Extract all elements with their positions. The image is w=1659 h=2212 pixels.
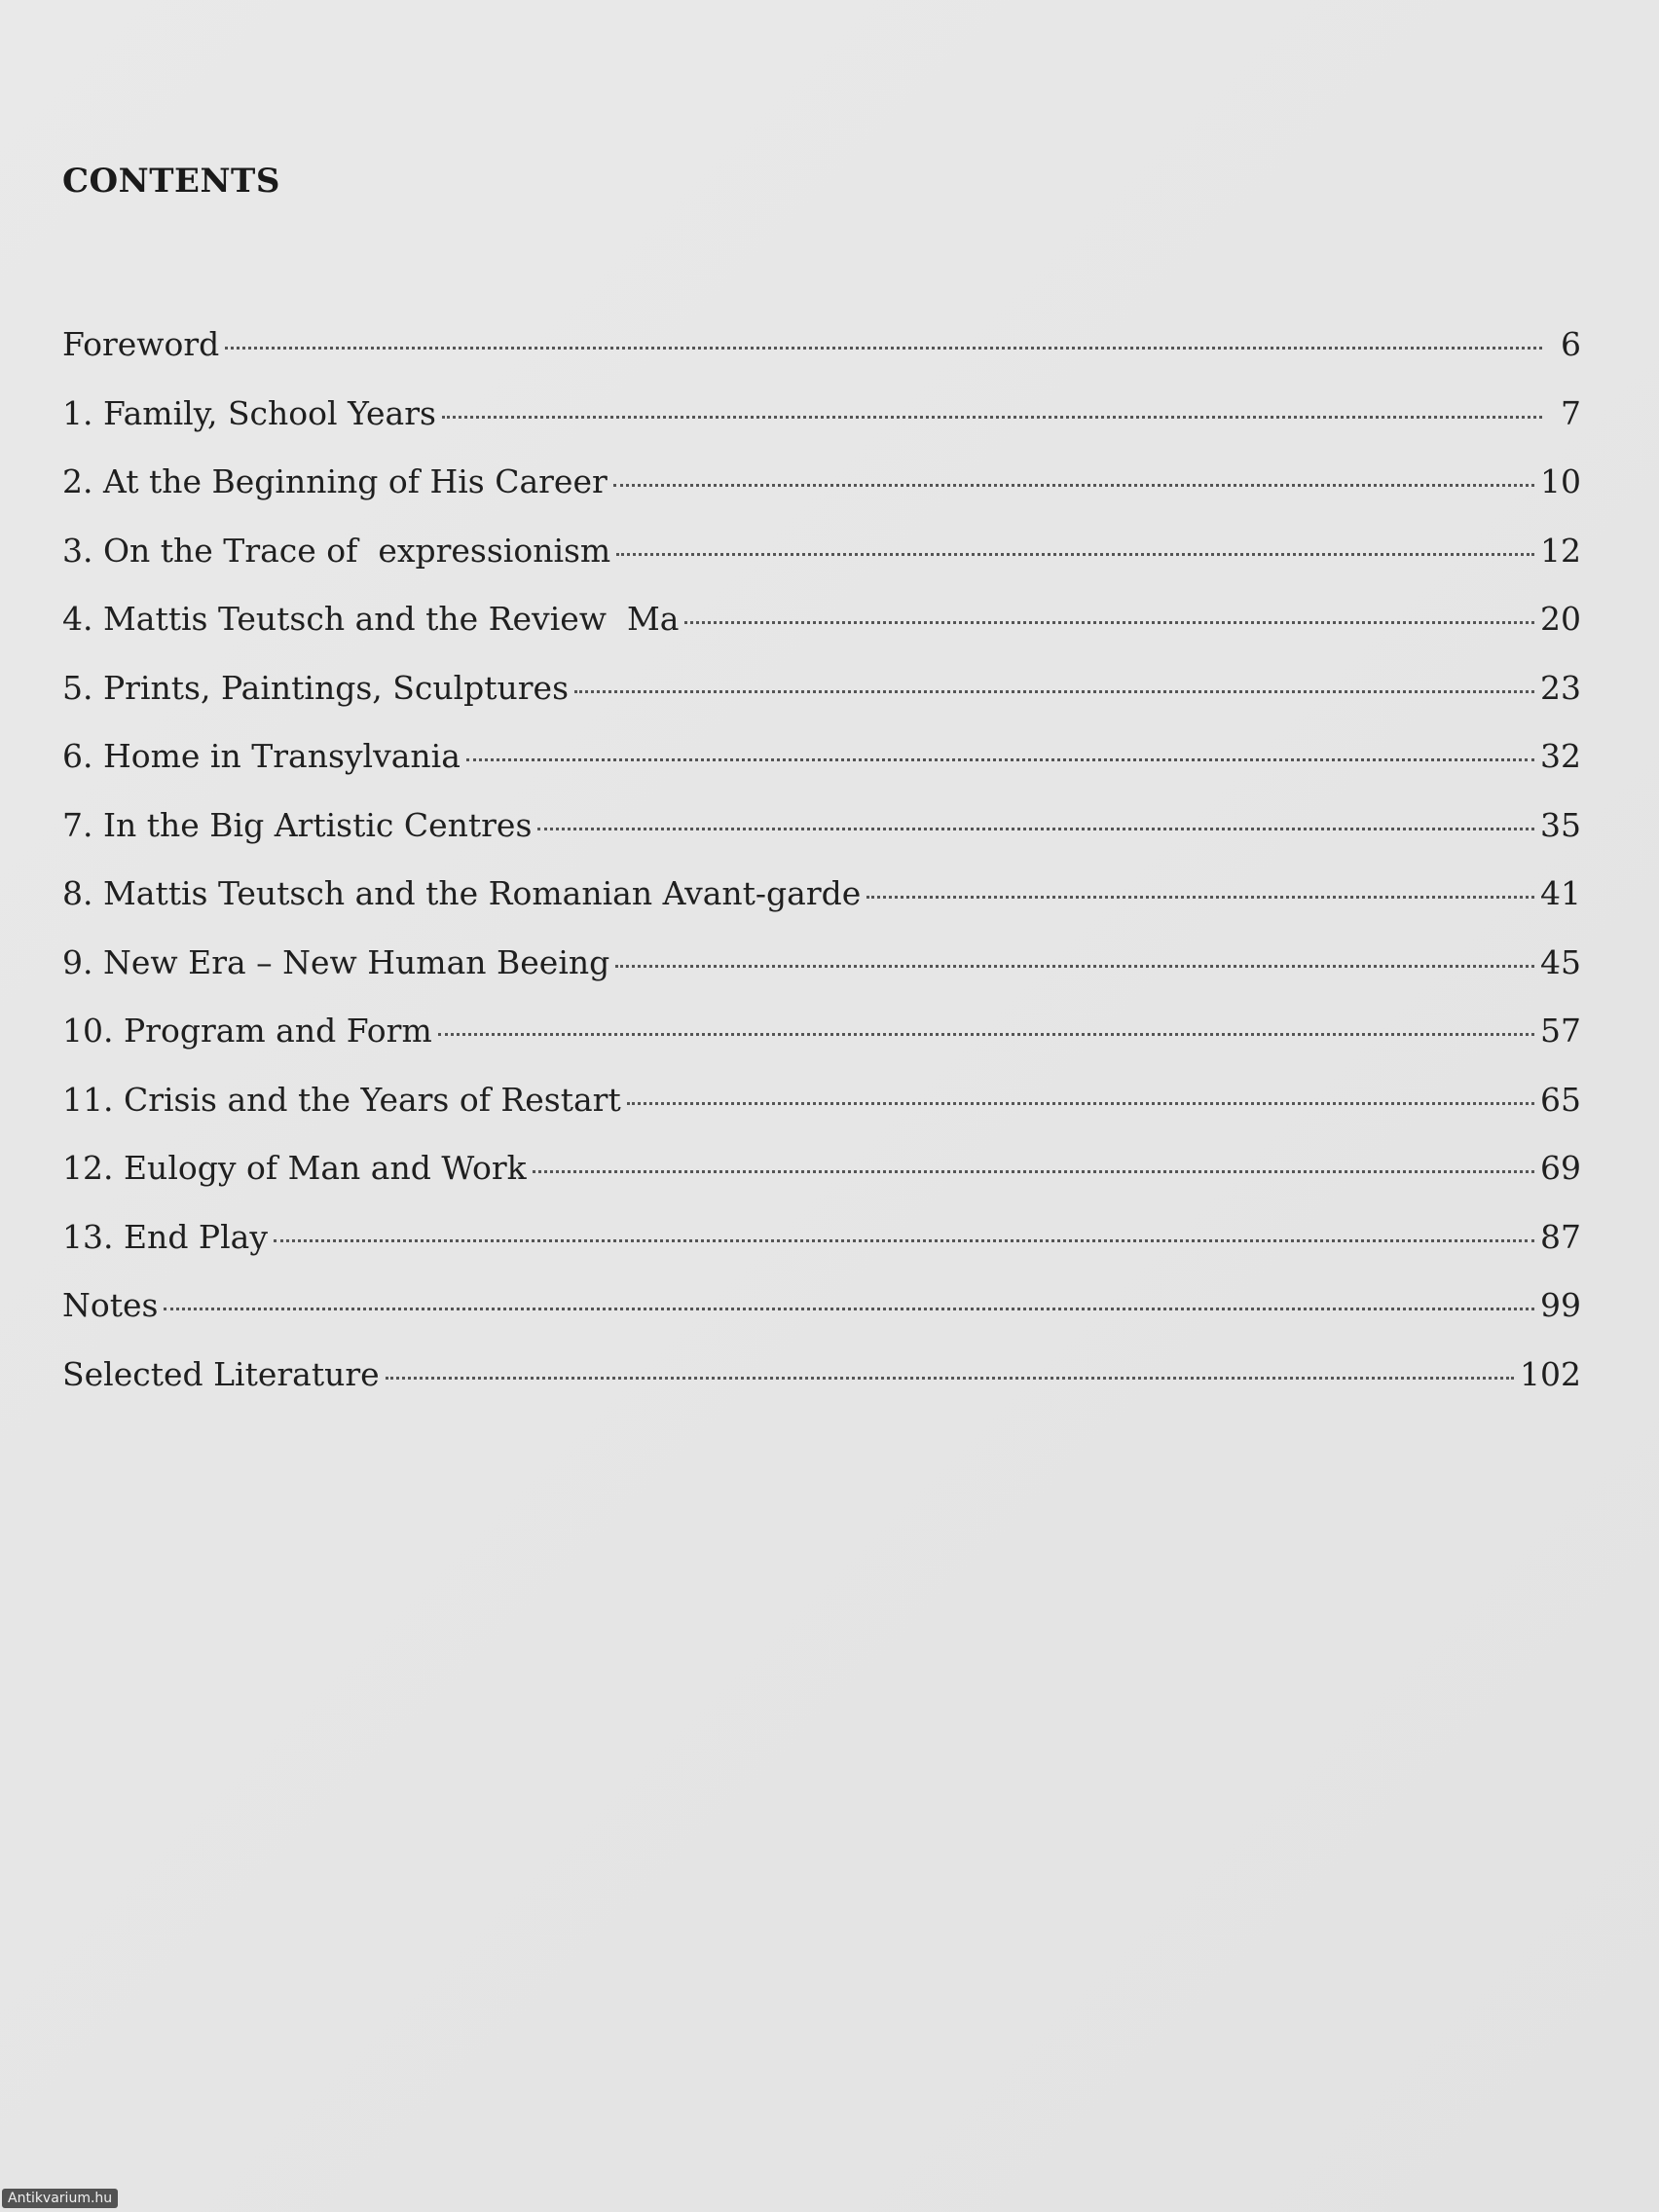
toc-entry-page: 65 — [1540, 1080, 1581, 1119]
toc-entry-title: 6. Home in Transylvania — [62, 737, 461, 775]
toc-entry-selected-literature[interactable] — [62, 1355, 1581, 1424]
dot-leader — [684, 621, 1534, 624]
toc-entry-title: 9. New Era – New Human Beeing — [62, 942, 610, 981]
toc-entry-chapter-11[interactable] — [62, 1081, 1581, 1150]
toc-entry-title: Foreword — [62, 325, 220, 363]
toc-entry-page: 41 — [1540, 874, 1581, 912]
table-of-contents — [62, 325, 1581, 1423]
watermark: Antikvarium.hu — [2, 2189, 118, 2208]
toc-entry-page: 35 — [1540, 805, 1581, 844]
toc-entry-title: Notes — [62, 1286, 159, 1324]
toc-entry-chapter-1[interactable] — [62, 394, 1581, 463]
toc-entry-chapter-12[interactable] — [62, 1149, 1581, 1218]
toc-entry-title: 13. End Play — [62, 1217, 269, 1256]
toc-entry-title: Selected Literature — [62, 1354, 380, 1393]
dot-leader — [616, 553, 1534, 556]
toc-entry-page: 6 — [1561, 325, 1581, 363]
toc-entry-title: 8. Mattis Teutsch and the Romanian Avant-garde — [62, 874, 862, 912]
toc-entry-title: 2. At the Beginning of His Career — [62, 462, 608, 500]
toc-entry-foreword[interactable] — [62, 325, 1581, 394]
toc-entry-title: 7. In the Big Artistic Centres — [62, 805, 533, 844]
toc-entry-chapter-7[interactable] — [62, 806, 1581, 875]
dot-leader — [442, 416, 1542, 419]
toc-entry-chapter-6[interactable] — [62, 737, 1581, 806]
dot-leader — [466, 758, 1534, 761]
toc-entry-page: 32 — [1540, 737, 1581, 775]
toc-entry-page: 10 — [1540, 462, 1581, 500]
toc-entry-chapter-9[interactable] — [62, 943, 1581, 1013]
toc-entry-title: 12. Eulogy of Man and Work — [62, 1149, 527, 1187]
dot-leader — [533, 1170, 1534, 1173]
dot-leader — [537, 828, 1534, 830]
toc-entry-title: 4. Mattis Teutsch and the Review Ma — [62, 600, 680, 638]
dot-leader — [386, 1377, 1514, 1380]
dot-leader — [438, 1033, 1534, 1036]
toc-entry-page: 102 — [1520, 1354, 1581, 1393]
toc-entry-page: 20 — [1540, 600, 1581, 638]
dot-leader — [274, 1239, 1534, 1242]
toc-entry-chapter-3[interactable] — [62, 532, 1581, 601]
toc-entry-page: 87 — [1540, 1217, 1581, 1256]
dot-leader — [164, 1308, 1534, 1310]
dot-leader — [627, 1102, 1534, 1105]
toc-entry-chapter-10[interactable] — [62, 1012, 1581, 1081]
page-title: CONTENTS — [62, 162, 280, 201]
dot-leader — [574, 690, 1534, 693]
toc-entry-title: 3. On the Trace of expressionism — [62, 531, 611, 570]
toc-entry-chapter-2[interactable] — [62, 462, 1581, 532]
toc-entry-title: 11. Crisis and the Years of Restart — [62, 1080, 621, 1119]
toc-entry-chapter-13[interactable] — [62, 1218, 1581, 1287]
toc-entry-notes[interactable] — [62, 1286, 1581, 1355]
dot-leader — [613, 484, 1534, 487]
toc-entry-page: 57 — [1540, 1012, 1581, 1050]
dot-leader — [866, 896, 1534, 899]
toc-entry-page: 99 — [1540, 1286, 1581, 1324]
toc-entry-title: 10. Program and Form — [62, 1012, 432, 1050]
toc-entry-page: 7 — [1561, 393, 1581, 432]
dot-leader — [225, 347, 1542, 350]
toc-entry-chapter-5[interactable] — [62, 669, 1581, 738]
toc-entry-page: 23 — [1540, 668, 1581, 707]
toc-entry-page: 45 — [1540, 942, 1581, 981]
toc-entry-chapter-8[interactable] — [62, 874, 1581, 943]
toc-entry-page: 12 — [1540, 531, 1581, 570]
toc-entry-page: 69 — [1540, 1149, 1581, 1187]
toc-entry-title: 5. Prints, Paintings, Sculptures — [62, 668, 570, 707]
toc-entry-title: 1. Family, School Years — [62, 393, 436, 432]
toc-entry-chapter-4[interactable] — [62, 600, 1581, 669]
dot-leader — [615, 965, 1534, 968]
